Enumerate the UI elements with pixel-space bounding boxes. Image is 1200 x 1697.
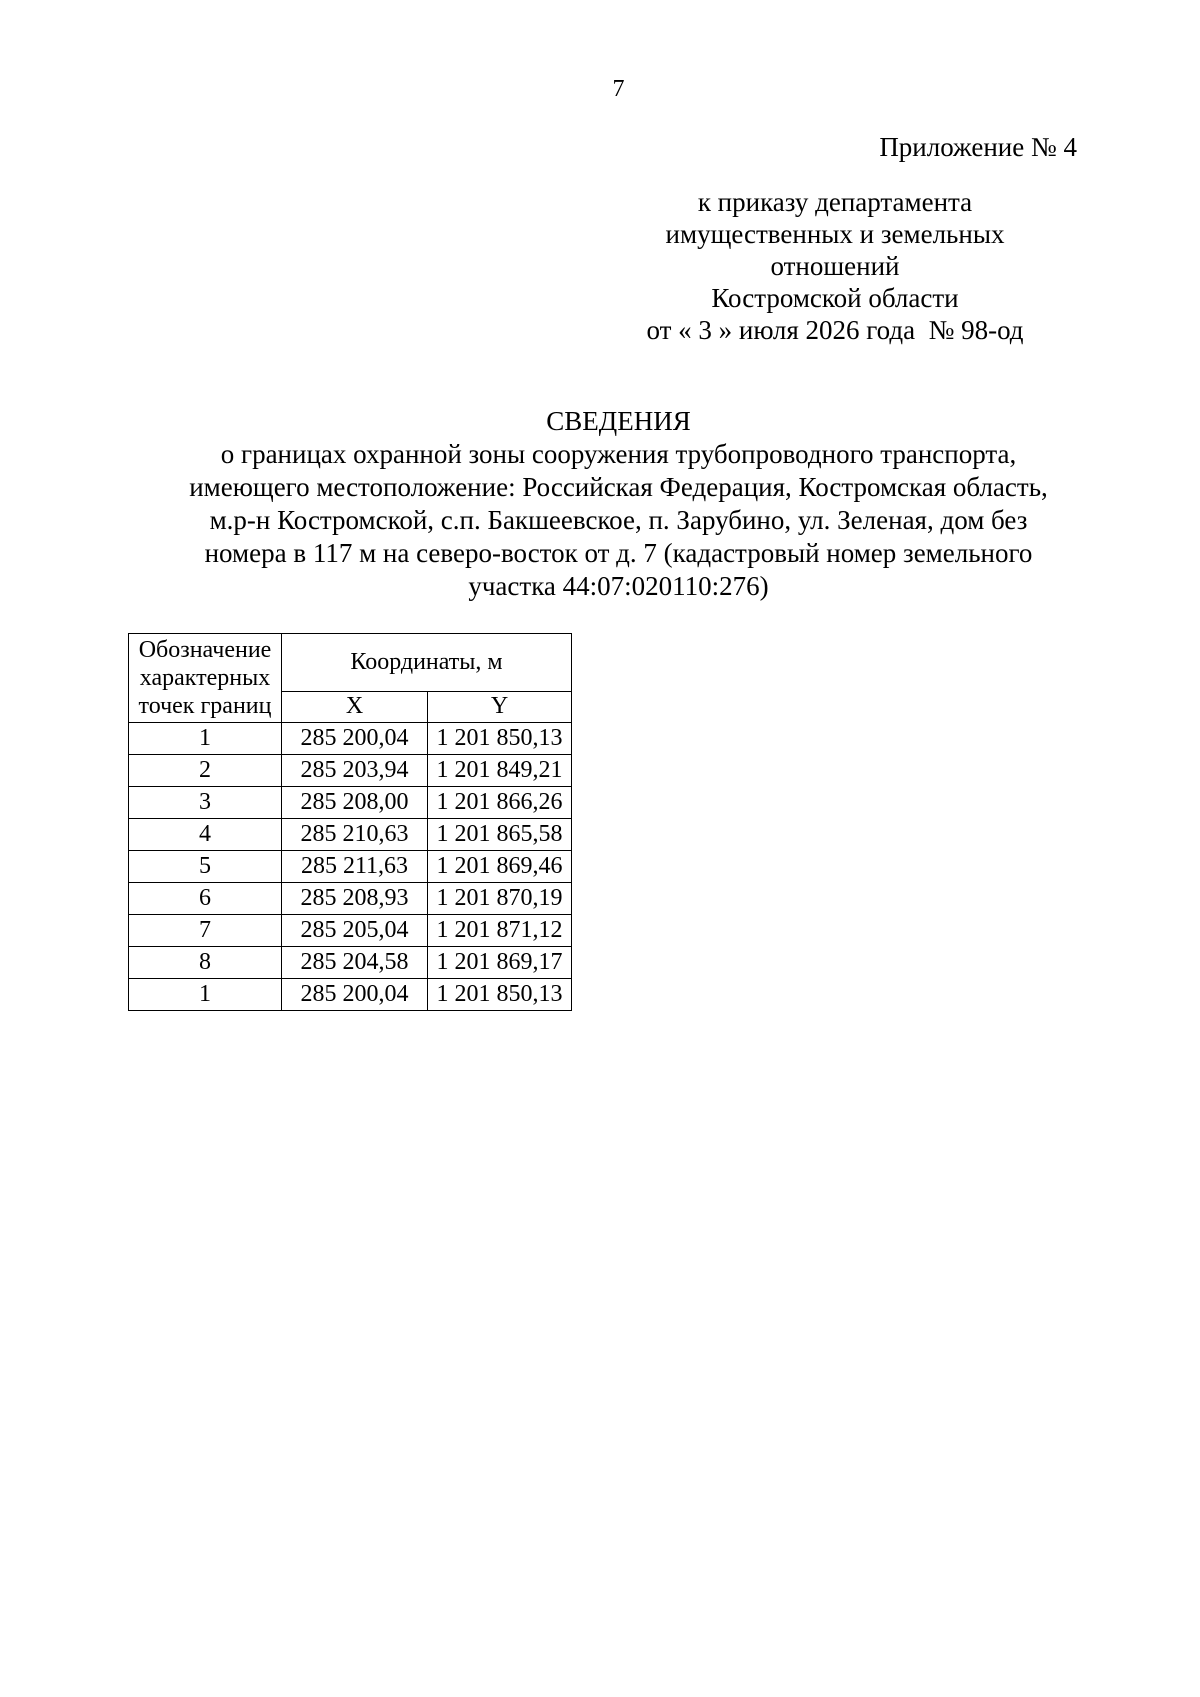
- x-cell: 285 205,04: [282, 915, 428, 947]
- table-row: [129, 819, 572, 851]
- x-header: X: [282, 691, 428, 722]
- designation-header-line: характерных: [139, 665, 271, 691]
- order-line: к приказу департамента: [697, 187, 973, 217]
- order-line: имущественных и земельных: [665, 219, 1005, 249]
- y-cell: 1 201 865,58: [428, 819, 572, 851]
- table-row: [129, 851, 572, 883]
- subtitle-line: номера в 117 м на северо-восток от д. 7 (кадастровый номер земельного: [204, 538, 1033, 568]
- table-row: [129, 979, 572, 1011]
- y-cell: 1 201 869,17: [428, 947, 572, 979]
- y-cell: 1 201 850,13: [428, 723, 572, 755]
- designation-header: [129, 634, 282, 723]
- x-cell: 285 208,93: [282, 883, 428, 915]
- point-cell: 5: [129, 851, 282, 883]
- table-row: [129, 755, 572, 787]
- y-cell: 1 201 871,12: [428, 915, 572, 947]
- y-cell: 1 201 869,46: [428, 851, 572, 883]
- coordinates-table: [128, 633, 572, 1011]
- order-reference: [625, 186, 1045, 346]
- order-line: от « 3 » июля 2026 года № 98-од: [646, 315, 1024, 345]
- point-cell: 2: [129, 755, 282, 787]
- subtitle-line: участка 44:07:020110:276): [468, 571, 769, 601]
- designation-header-line: точек границ: [138, 693, 272, 719]
- x-cell: 285 204,58: [282, 947, 428, 979]
- table-row: [129, 947, 572, 979]
- document-title-block: [120, 405, 1117, 603]
- y-cell: 1 201 850,13: [428, 979, 572, 1011]
- x-cell: 285 210,63: [282, 819, 428, 851]
- x-cell: 285 203,94: [282, 755, 428, 787]
- document-title: СВЕДЕНИЯ: [546, 406, 691, 436]
- table-row: [129, 915, 572, 947]
- point-cell: 1: [129, 723, 282, 755]
- point-cell: 1: [129, 979, 282, 1011]
- y-cell: 1 201 870,19: [428, 883, 572, 915]
- point-cell: 4: [129, 819, 282, 851]
- x-cell: 285 208,00: [282, 787, 428, 819]
- x-cell: 285 200,04: [282, 979, 428, 1011]
- point-cell: 7: [129, 915, 282, 947]
- table-row: [129, 883, 572, 915]
- table-row: [129, 787, 572, 819]
- point-cell: 6: [129, 883, 282, 915]
- point-cell: 8: [129, 947, 282, 979]
- designation-header-line: Обозначение: [138, 637, 272, 663]
- x-cell: 285 200,04: [282, 723, 428, 755]
- table-row: [129, 723, 572, 755]
- y-header: Y: [428, 691, 572, 722]
- point-cell: 3: [129, 787, 282, 819]
- coordinates-header: Координаты, м: [282, 634, 572, 692]
- page-number: 7: [612, 76, 625, 102]
- subtitle-line: о границах охранной зоны сооружения трубопроводного транспорта,: [220, 439, 1017, 469]
- subtitle-line: имеющего местоположение: Российская Федерация, Костромская область,: [189, 472, 1048, 502]
- appendix-label: Приложение № 4: [879, 132, 1077, 162]
- order-line: Костромской области: [711, 283, 959, 313]
- order-line: отношений: [770, 251, 900, 281]
- y-cell: 1 201 849,21: [428, 755, 572, 787]
- x-cell: 285 211,63: [282, 851, 428, 883]
- y-cell: 1 201 866,26: [428, 787, 572, 819]
- subtitle-line: м.р-н Костромской, с.п. Бакшеевское, п. Зарубино, ул. Зеленая, дом без: [209, 505, 1028, 535]
